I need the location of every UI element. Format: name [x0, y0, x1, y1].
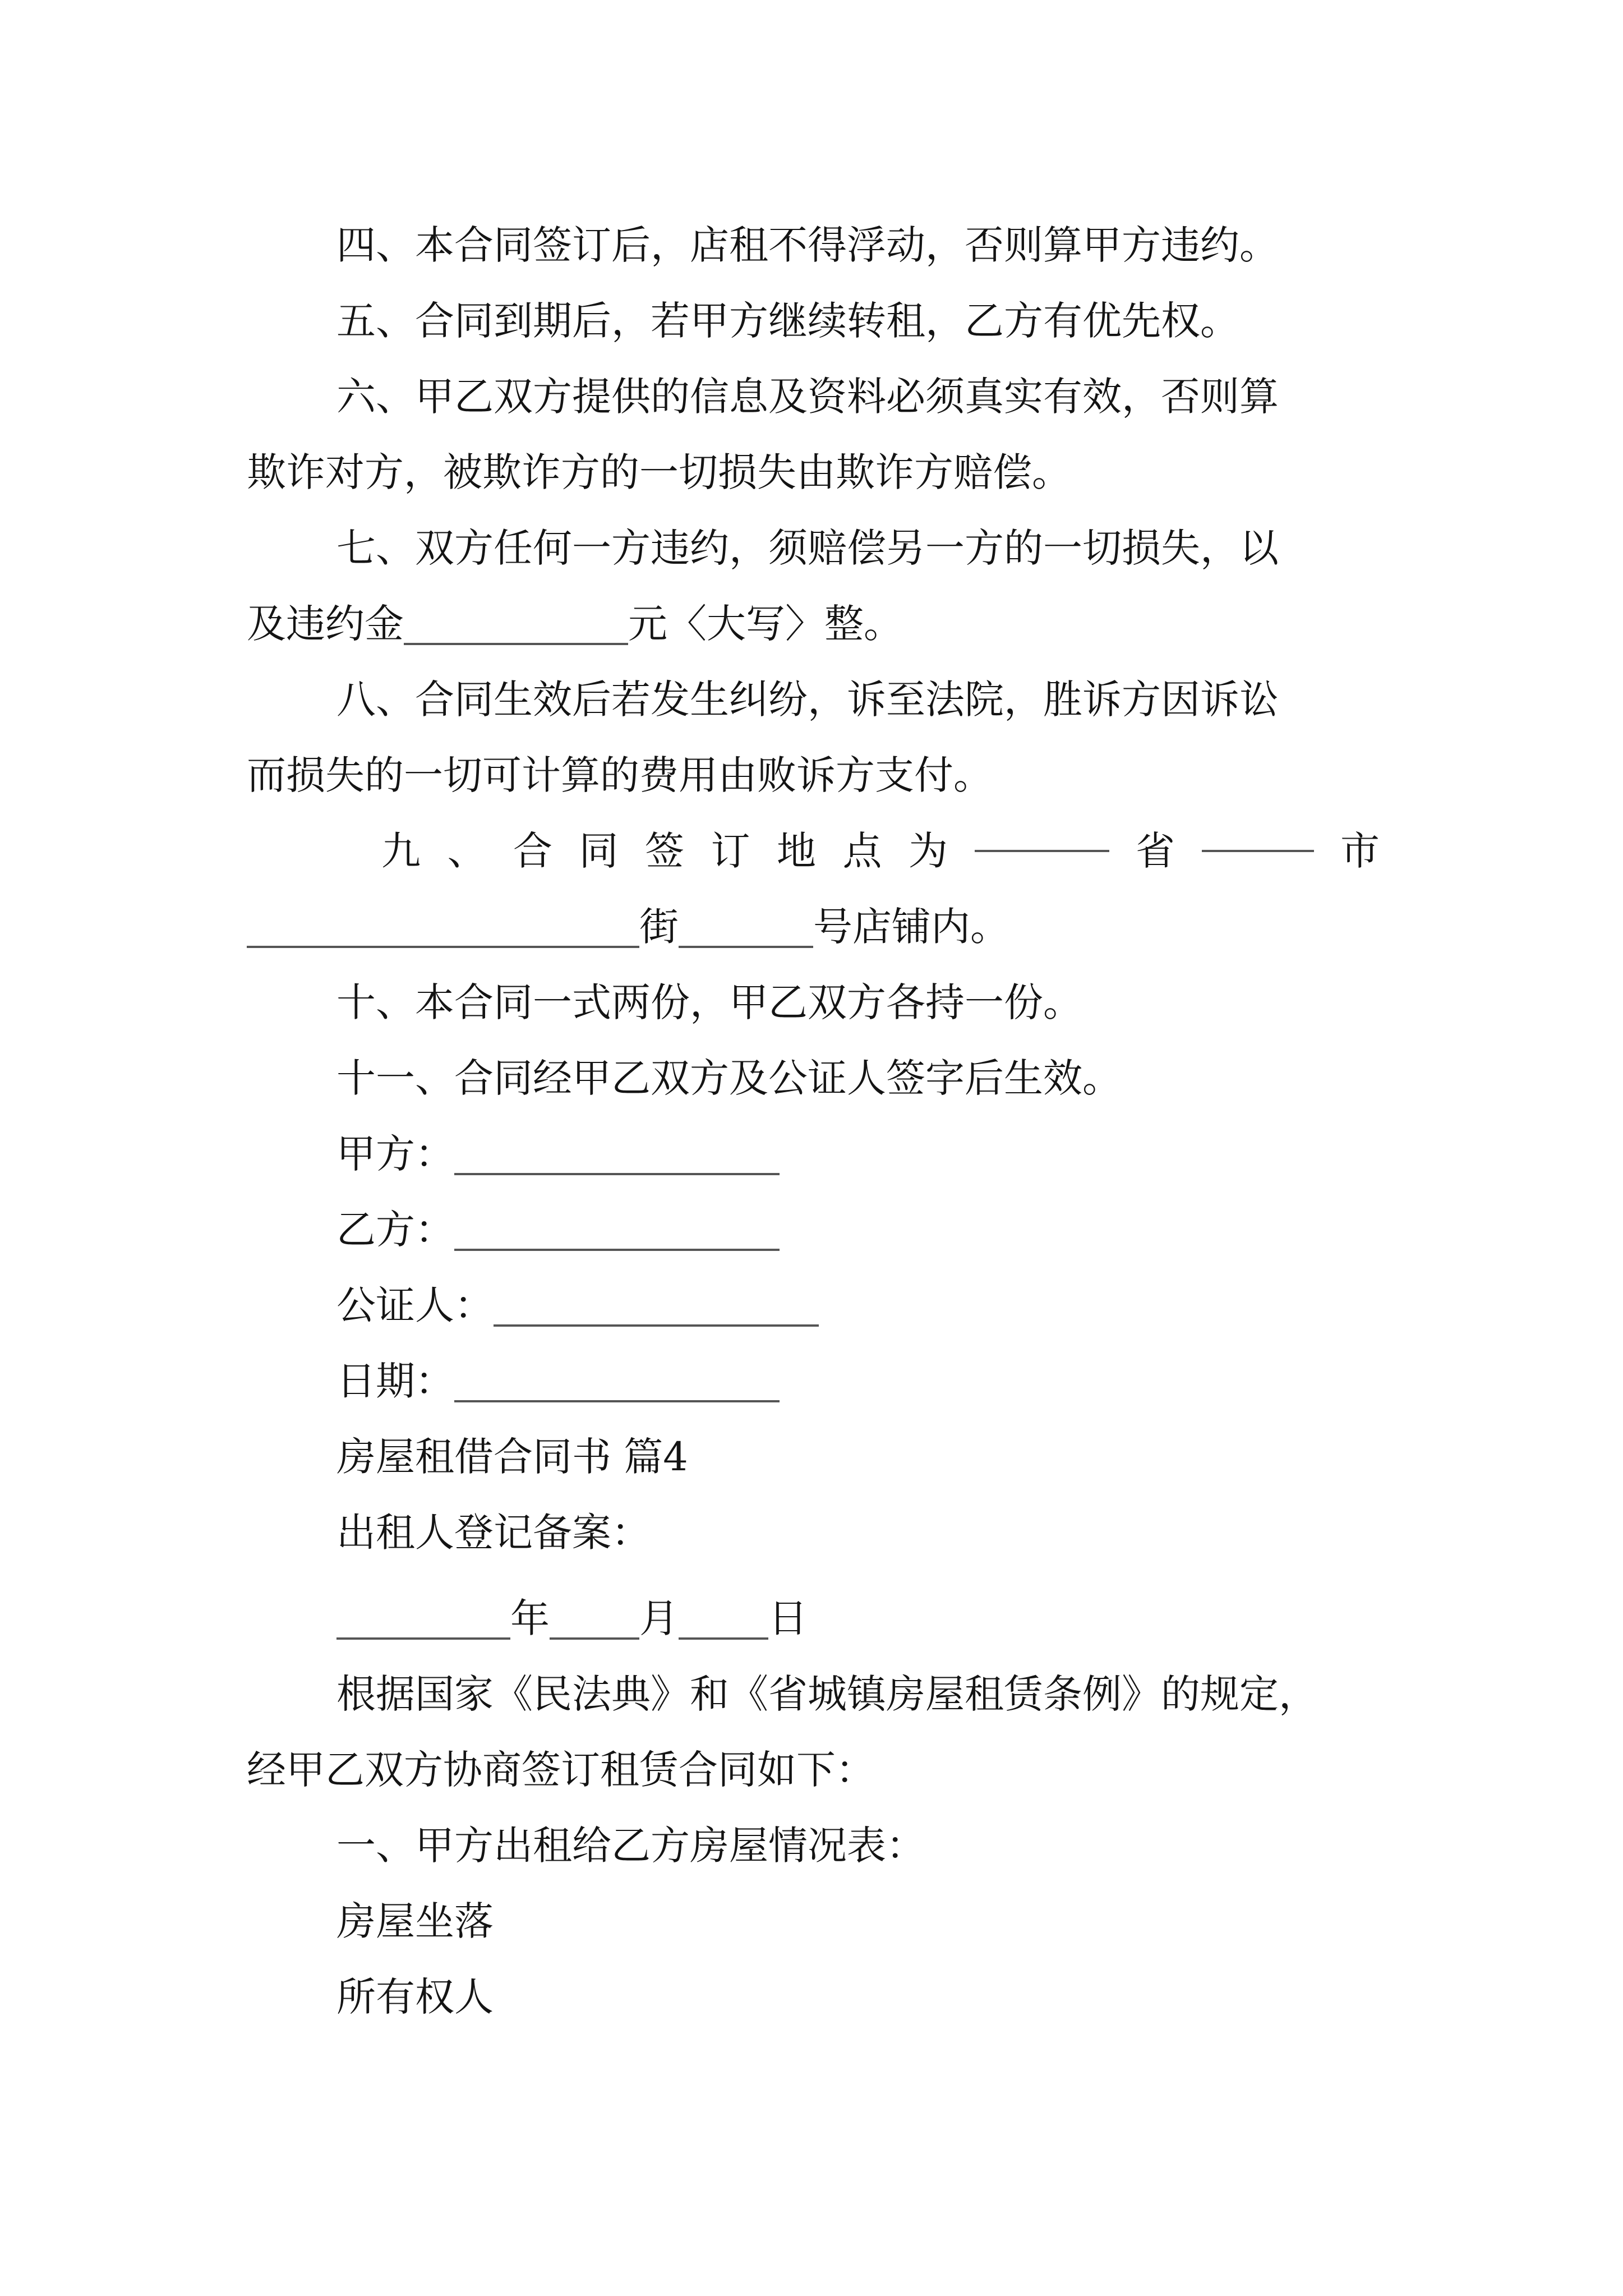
owner-label: 所有权人: [336, 1974, 494, 2020]
notary-signature-blank: [494, 1324, 819, 1327]
item-1: 一、甲方出租给乙方房屋情况表：: [336, 1823, 925, 1869]
clause-10: 十、本合同一式两份，甲乙双方各持一份。: [336, 979, 1082, 1025]
city-blank: [1202, 850, 1314, 852]
street-label: 街: [639, 904, 679, 950]
clause-9-char: 签: [645, 828, 684, 874]
penalty-amount-blank: [404, 643, 628, 645]
shop-number-blank: [679, 946, 813, 948]
clause-7-line-2: [247, 593, 903, 655]
clause-9-char: 九: [381, 828, 421, 874]
clause-4: 四、本合同签订后，店租不得浮动，否则算甲方违约。: [336, 222, 1279, 268]
section-title: 房屋租借合同书 篇4: [336, 1434, 688, 1480]
clause-7-text-b: 元〈大写〉整。: [628, 601, 903, 647]
date-label: 日期：: [336, 1358, 454, 1404]
month-label: 月: [639, 1595, 679, 1641]
clause-9-line-2: [247, 896, 1009, 958]
day-blank: [679, 1637, 768, 1640]
clause-9-char: 地: [777, 828, 816, 874]
party-b-label: 乙方：: [336, 1207, 454, 1253]
month-blank: [550, 1637, 639, 1640]
notary-line: [336, 1274, 819, 1336]
day-label: 日: [768, 1595, 808, 1641]
clause-9-char: 为: [909, 828, 948, 874]
clause-7-line-1: 七、双方任何一方违约，须赔偿另一方的一切损失，以: [336, 525, 1279, 571]
year-blank: [336, 1637, 510, 1640]
party-a-label: 甲方：: [336, 1131, 454, 1177]
basis-line-2: 经甲乙双方协商签订租赁合同如下：: [247, 1747, 875, 1793]
party-a-line: [336, 1123, 780, 1185]
clause-9-char: 合: [513, 828, 552, 874]
notary-label: 公证人：: [336, 1282, 494, 1328]
clause-9-line-1: [381, 820, 1380, 882]
year-label: 年: [510, 1595, 550, 1641]
clause-6-line-1: 六、甲乙双方提供的信息及资料必须真实有效，否则算: [336, 374, 1279, 420]
province-label: 省: [1136, 828, 1175, 874]
lessor-record-label: 出租人登记备案：: [336, 1510, 651, 1556]
clause-5: 五、合同到期后，若甲方继续转租，乙方有优先权。: [336, 298, 1239, 344]
basis-line-1: 根据国家《民法典》和《省城镇房屋租赁条例》的规定，: [336, 1671, 1318, 1717]
clause-8-line-2: 而损失的一切可计算的费用由败诉方支付。: [247, 752, 993, 798]
shop-label: 号店铺内。: [813, 904, 1009, 950]
clause-9-char: 订: [711, 828, 750, 874]
clause-9-char: 同: [579, 828, 619, 874]
party-a-signature-blank: [454, 1173, 780, 1175]
street-blank: [247, 946, 639, 948]
date-blank: [454, 1400, 780, 1402]
date-line: [336, 1350, 780, 1412]
clause-6-line-2: 欺诈对方，被欺诈方的一切损失由欺诈方赔偿。: [247, 449, 1071, 495]
city-label: 市: [1340, 828, 1380, 874]
record-date-line: [336, 1588, 808, 1649]
clause-9-char: 、: [447, 828, 487, 874]
clause-7-text-a: 及违约金: [247, 601, 404, 647]
house-location-label: 房屋坐落: [336, 1898, 494, 1944]
party-b-signature-blank: [454, 1249, 780, 1251]
clause-11: 十一、合同经甲乙双方及公证人签字后生效。: [336, 1055, 1122, 1101]
party-b-line: [336, 1199, 780, 1260]
clause-9-char: 点: [842, 828, 882, 874]
province-blank: [975, 850, 1109, 852]
clause-8-line-1: 八、合同生效后若发生纠纷，诉至法院，胜诉方因诉讼: [336, 677, 1279, 723]
